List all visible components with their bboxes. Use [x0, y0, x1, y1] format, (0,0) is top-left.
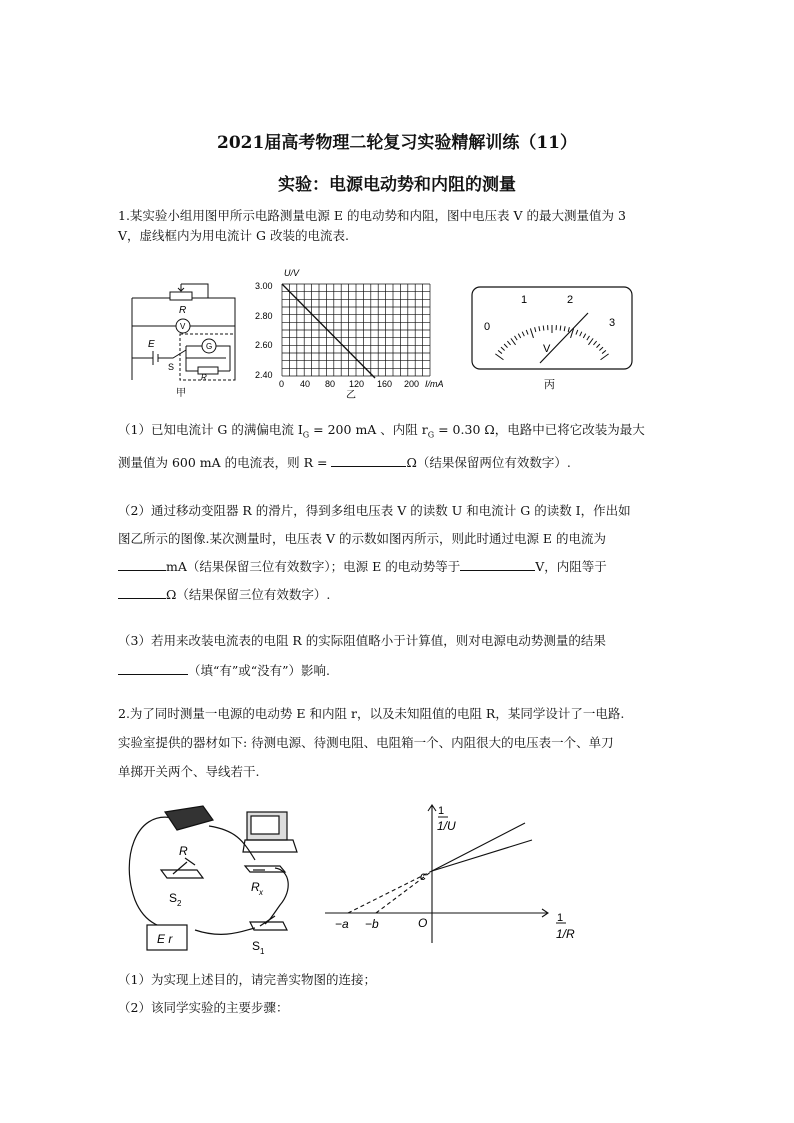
- label-O: O: [418, 916, 428, 930]
- caption-bing: 丙: [544, 379, 555, 391]
- y-numerator: 1: [438, 805, 445, 817]
- caption-jia: 甲: [176, 388, 186, 399]
- inverse-graph: [320, 795, 580, 945]
- page-subtitle: 实验：电源电动势和内阻的测量: [278, 175, 516, 195]
- caption-yi: 乙: [346, 390, 356, 401]
- svg-text:1: 1: [260, 947, 265, 956]
- label-R: R: [179, 844, 188, 858]
- scale-0: 0: [484, 321, 491, 333]
- graph-line: [282, 284, 375, 378]
- label-V: V: [180, 322, 186, 331]
- needle: [540, 313, 588, 363]
- y-axis-label: 1/U: [437, 819, 456, 833]
- scale-3: 3: [609, 317, 616, 329]
- answer-blank[interactable]: [118, 557, 166, 571]
- unit-V: V: [543, 343, 551, 355]
- page-title: 2021届高考物理二轮复习实验精解训练（11）: [217, 133, 577, 153]
- answer-blank[interactable]: [460, 557, 535, 571]
- q2-subs: （1）为实现上述目的，请完善实物图的连接； （2）该同学实验的主要步骤：: [118, 972, 376, 1015]
- label-R1: R: [201, 373, 207, 382]
- x-axis-label: I/mA: [425, 379, 444, 389]
- label-S: S: [168, 362, 175, 372]
- q2-intro: 2.为了同时测量一电源的电动势 E 和内阻 r，以及未知阻值的电阻 R，某同学设计了一电路. 实验室提供的器材如下: 待测电源、待测电阻、电阻箱一个、内阻很大的电压表一个、单刀 单掷开关两个、导线若干.: [118, 706, 625, 779]
- scale-1: 1: [521, 294, 528, 306]
- x-numerator: 1: [557, 912, 564, 924]
- svg-text:x: x: [259, 888, 263, 897]
- label-c: c: [420, 869, 426, 883]
- ytick: 2.60: [255, 340, 273, 350]
- xtick: 200: [404, 379, 420, 389]
- label-Er: E r: [157, 932, 173, 946]
- xtick: 40: [300, 379, 311, 389]
- q1-intro: 1.某实验小组用图甲所示电路测量电源 E 的电动势和内阻，图中电压表 V 的最大测量值为 3 V，虚线框内为用电流计 G 改装的电流表.: [118, 208, 626, 243]
- q1-sub1: （1）已知电流计 G 的满偏电流 $I_G = 200$ mA 、内阻 $r_G = 0.30$ Ω，电路中已将它改装为最大 测量值为 600 mA 的电流表，则 R = Ω（结果保留两位有效数字）.: [118, 422, 645, 470]
- circuit-diagram-jia: [128, 278, 243, 399]
- y-axis-label: U/V: [284, 268, 300, 278]
- label-Rx: R: [251, 880, 260, 894]
- xtick: 120: [349, 379, 365, 389]
- answer-blank[interactable]: [331, 453, 406, 467]
- label-b: −b: [365, 917, 379, 931]
- label-a: −a: [335, 917, 349, 931]
- label-S1: S: [252, 939, 261, 953]
- svg-text:2: 2: [177, 899, 182, 908]
- voltmeter-bing: [470, 285, 635, 395]
- answer-blank[interactable]: [118, 585, 166, 599]
- label-R: R: [179, 305, 187, 316]
- scale-2: 2: [567, 294, 574, 306]
- ui-graph-yi: [255, 268, 455, 401]
- ytick: 2.80: [255, 311, 273, 321]
- xtick: 160: [377, 379, 393, 389]
- x-axis-label: 1/R: [556, 927, 575, 941]
- q1-sub3: （3）若用来改装电流表的电阻 R 的实际阻值略小于计算值，则对电源电动势测量的结果 （填“有”或“没有”）影响.: [118, 633, 606, 678]
- ytick: 2.40: [255, 370, 273, 380]
- xtick: 80: [325, 379, 336, 389]
- xtick: 0: [279, 379, 285, 389]
- label-G: G: [206, 342, 213, 351]
- q1-sub2: （2）通过移动变阻器 R 的滑片，得到多组电压表 V 的读数 U 和电流计 G 的读数 I，作出如 图乙所示的图像.某次测量时，电压表 V 的示数如图丙所示，则此时通过电源 E 的电流为 mA（结果保留三位有效数字）；电源 E 的电动势等于 V，内阻等于 Ω（结果保留三位有效数字）.: [118, 503, 631, 602]
- answer-blank[interactable]: [118, 661, 188, 675]
- label-S2: S: [169, 891, 178, 905]
- ytick: 3.00: [255, 281, 273, 291]
- apparatus-picture: [125, 800, 310, 955]
- label-E: E: [148, 339, 155, 350]
